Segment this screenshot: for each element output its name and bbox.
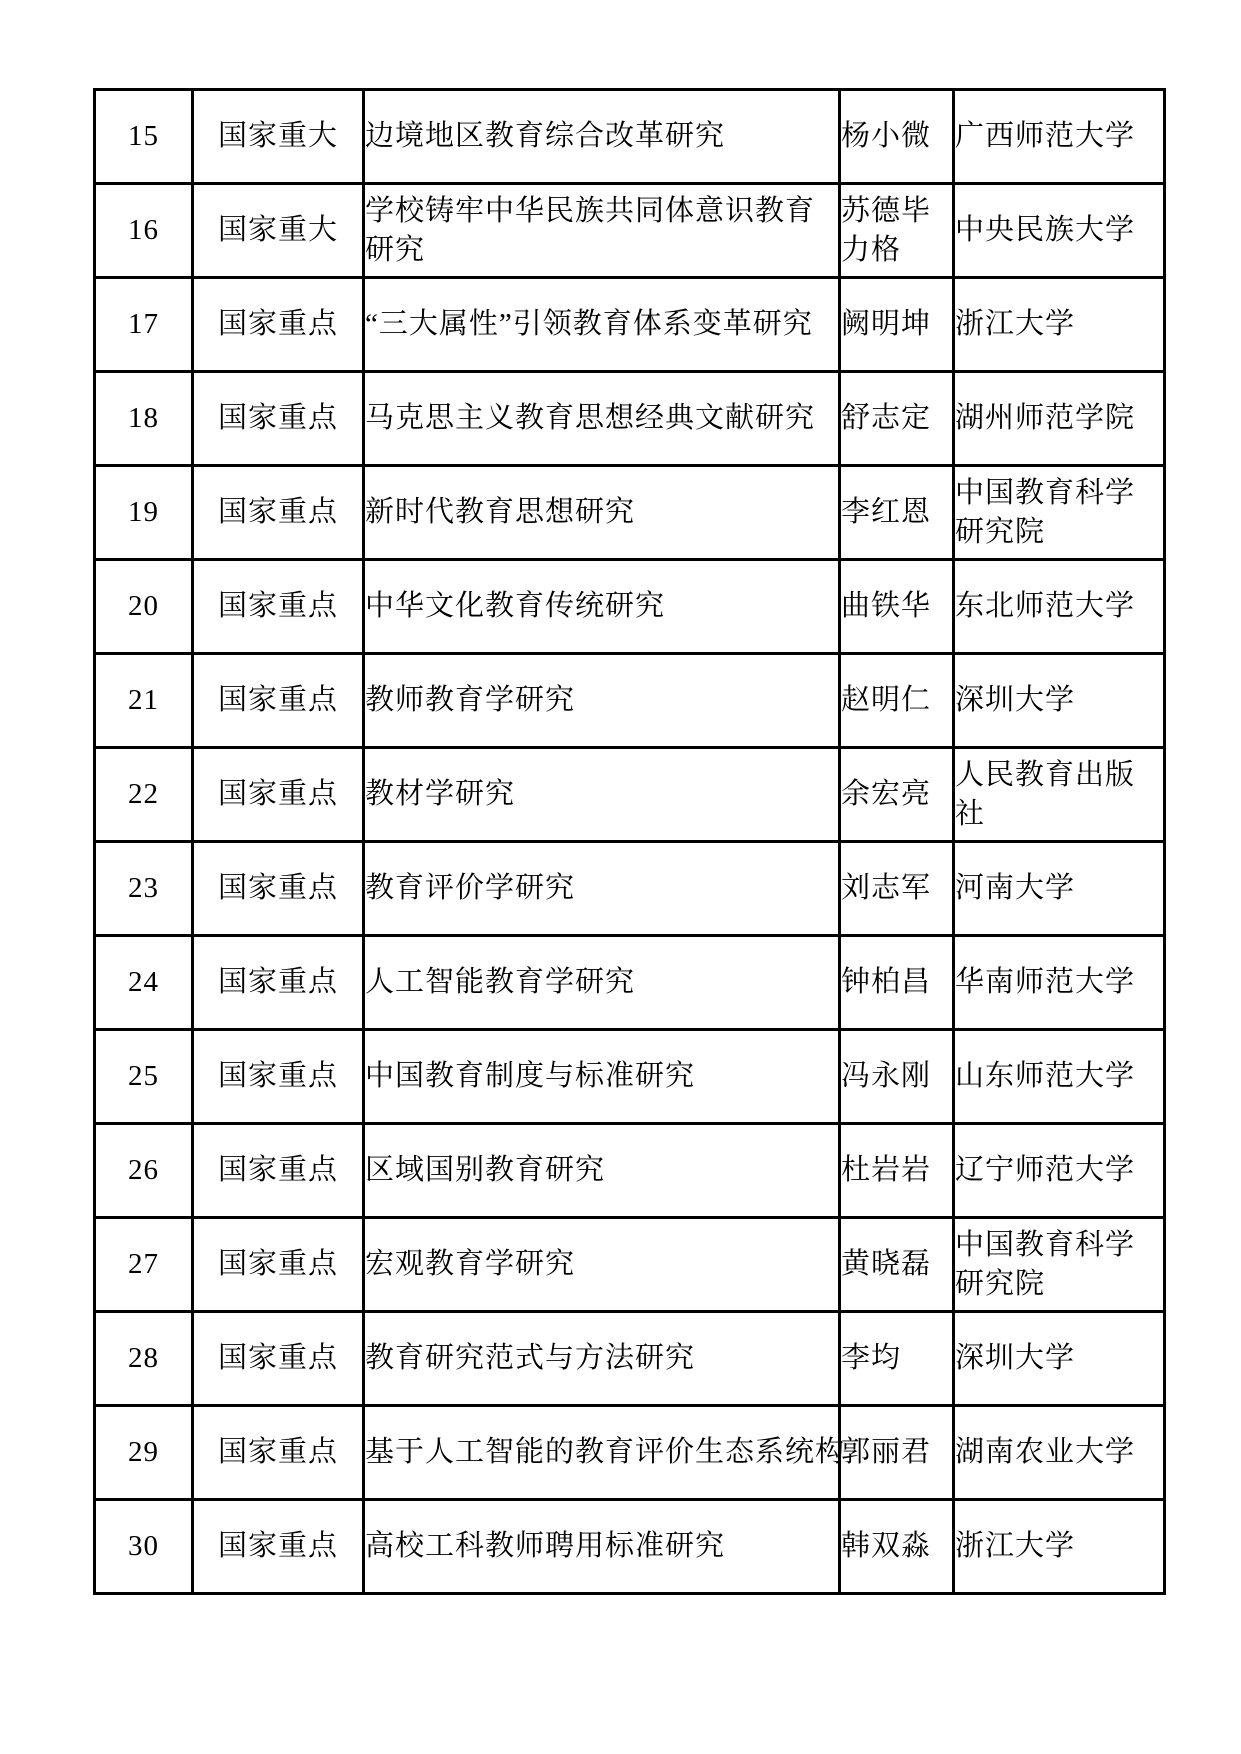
cell-no: 15 bbox=[95, 90, 193, 184]
cell-leader: 黄晓磊 bbox=[840, 1218, 954, 1312]
cell-institution: 浙江大学 bbox=[954, 278, 1165, 372]
cell-leader: 赵明仁 bbox=[840, 654, 954, 748]
cell-no: 28 bbox=[95, 1312, 193, 1406]
cell-category: 国家重点 bbox=[193, 1124, 364, 1218]
table-row bbox=[95, 1406, 1165, 1500]
cell-category: 国家重点 bbox=[193, 842, 364, 936]
cell-category: 国家重点 bbox=[193, 1406, 364, 1500]
cell-no: 30 bbox=[95, 1500, 193, 1594]
cell-title: 新时代教育思想研究 bbox=[364, 466, 840, 560]
cell-no: 22 bbox=[95, 748, 193, 842]
cell-no: 25 bbox=[95, 1030, 193, 1124]
cell-institution: 湖州师范学院 bbox=[954, 372, 1165, 466]
cell-title: 教育研究范式与方法研究 bbox=[364, 1312, 840, 1406]
cell-no: 23 bbox=[95, 842, 193, 936]
cell-title: 教育评价学研究 bbox=[364, 842, 840, 936]
cell-title: 基于人工智能的教育评价生态系统构 bbox=[364, 1406, 840, 1500]
cell-category: 国家重点 bbox=[193, 1500, 364, 1594]
cell-institution: 河南大学 bbox=[954, 842, 1165, 936]
cell-category: 国家重点 bbox=[193, 278, 364, 372]
cell-category: 国家重点 bbox=[193, 1312, 364, 1406]
cell-leader: 杜岩岩 bbox=[840, 1124, 954, 1218]
table-row bbox=[95, 654, 1165, 748]
cell-leader: 阙明坤 bbox=[840, 278, 954, 372]
cell-institution: 湖南农业大学 bbox=[954, 1406, 1165, 1500]
cell-title: 高校工科教师聘用标准研究 bbox=[364, 1500, 840, 1594]
cell-title: 区域国别教育研究 bbox=[364, 1124, 840, 1218]
table-row bbox=[95, 1124, 1165, 1218]
cell-leader: 刘志军 bbox=[840, 842, 954, 936]
cell-title: 马克思主义教育思想经典文献研究 bbox=[364, 372, 840, 466]
cell-institution: 中央民族大学 bbox=[954, 184, 1165, 278]
table-row bbox=[95, 184, 1165, 278]
cell-leader: 曲铁华 bbox=[840, 560, 954, 654]
cell-institution: 人民教育出版社 bbox=[954, 748, 1165, 842]
table-row bbox=[95, 278, 1165, 372]
cell-category: 国家重大 bbox=[193, 184, 364, 278]
cell-no: 20 bbox=[95, 560, 193, 654]
projects-table bbox=[93, 88, 1166, 1595]
cell-category: 国家重点 bbox=[193, 936, 364, 1030]
cell-category: 国家重点 bbox=[193, 466, 364, 560]
cell-no: 24 bbox=[95, 936, 193, 1030]
cell-institution: 广西师范大学 bbox=[954, 90, 1165, 184]
table-row bbox=[95, 90, 1165, 184]
cell-leader: 冯永刚 bbox=[840, 1030, 954, 1124]
table-row bbox=[95, 1500, 1165, 1594]
cell-category: 国家重大 bbox=[193, 90, 364, 184]
cell-category: 国家重点 bbox=[193, 372, 364, 466]
cell-leader: 郭丽君 bbox=[840, 1406, 954, 1500]
table-row bbox=[95, 1030, 1165, 1124]
table-row bbox=[95, 560, 1165, 654]
cell-no: 16 bbox=[95, 184, 193, 278]
cell-leader: 杨小微 bbox=[840, 90, 954, 184]
cell-no: 19 bbox=[95, 466, 193, 560]
cell-title: 学校铸牢中华民族共同体意识教育研究 bbox=[364, 184, 840, 278]
cell-no: 27 bbox=[95, 1218, 193, 1312]
table-row bbox=[95, 748, 1165, 842]
cell-no: 18 bbox=[95, 372, 193, 466]
table-row bbox=[95, 842, 1165, 936]
cell-title: 中国教育制度与标准研究 bbox=[364, 1030, 840, 1124]
cell-institution: 辽宁师范大学 bbox=[954, 1124, 1165, 1218]
cell-institution: 浙江大学 bbox=[954, 1500, 1165, 1594]
cell-institution: 中国教育科学研究院 bbox=[954, 466, 1165, 560]
cell-institution: 东北师范大学 bbox=[954, 560, 1165, 654]
cell-title: 中华文化教育传统研究 bbox=[364, 560, 840, 654]
table-row bbox=[95, 1218, 1165, 1312]
cell-title: 教师教育学研究 bbox=[364, 654, 840, 748]
cell-title: 人工智能教育学研究 bbox=[364, 936, 840, 1030]
cell-title: 教材学研究 bbox=[364, 748, 840, 842]
cell-leader: 李红恩 bbox=[840, 466, 954, 560]
cell-no: 29 bbox=[95, 1406, 193, 1500]
table-row bbox=[95, 936, 1165, 1030]
cell-leader: 苏德毕力格 bbox=[840, 184, 954, 278]
cell-institution: 深圳大学 bbox=[954, 654, 1165, 748]
cell-leader: 舒志定 bbox=[840, 372, 954, 466]
cell-no: 21 bbox=[95, 654, 193, 748]
cell-category: 国家重点 bbox=[193, 748, 364, 842]
cell-title: 边境地区教育综合改革研究 bbox=[364, 90, 840, 184]
cell-institution: 深圳大学 bbox=[954, 1312, 1165, 1406]
table-row bbox=[95, 372, 1165, 466]
cell-no: 17 bbox=[95, 278, 193, 372]
cell-title: 宏观教育学研究 bbox=[364, 1218, 840, 1312]
cell-institution: 中国教育科学研究院 bbox=[954, 1218, 1165, 1312]
table-row bbox=[95, 1312, 1165, 1406]
cell-title: “三大属性”引领教育体系变革研究 bbox=[364, 278, 840, 372]
cell-no: 26 bbox=[95, 1124, 193, 1218]
cell-institution: 华南师范大学 bbox=[954, 936, 1165, 1030]
cell-category: 国家重点 bbox=[193, 1030, 364, 1124]
cell-leader: 余宏亮 bbox=[840, 748, 954, 842]
cell-category: 国家重点 bbox=[193, 560, 364, 654]
cell-category: 国家重点 bbox=[193, 654, 364, 748]
cell-leader: 钟柏昌 bbox=[840, 936, 954, 1030]
table-row bbox=[95, 466, 1165, 560]
cell-leader: 韩双淼 bbox=[840, 1500, 954, 1594]
cell-category: 国家重点 bbox=[193, 1218, 364, 1312]
cell-institution: 山东师范大学 bbox=[954, 1030, 1165, 1124]
cell-leader: 李均 bbox=[840, 1312, 954, 1406]
